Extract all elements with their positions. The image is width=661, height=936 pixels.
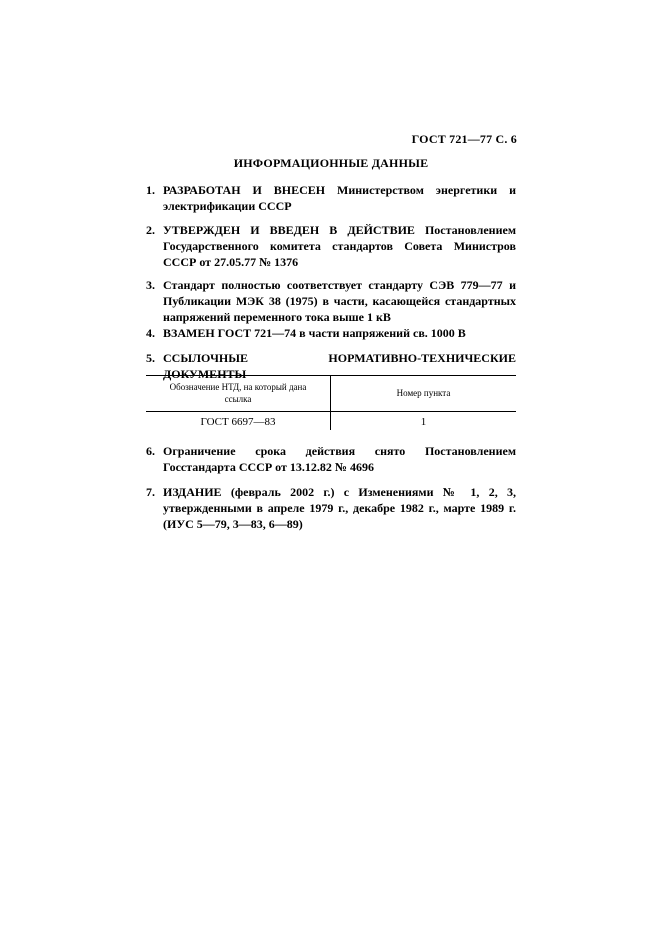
table-header-rule [146, 411, 516, 412]
table-header-document: Обозначение НТД, на который дана ссылка [169, 382, 307, 404]
item-text [146, 443, 516, 475]
item-lead: ИЗДАНИЕ [163, 485, 222, 499]
item-number: 5. [146, 351, 155, 365]
item-number: 3. [146, 278, 155, 292]
info-item-3 [146, 277, 516, 325]
section-title: ИНФОРМАЦИОННЫЕ ДАННЫЕ [233, 156, 429, 170]
item-text [146, 277, 516, 325]
info-item-2 [146, 222, 516, 270]
item-number: 4. [146, 326, 155, 340]
table-cell-document: ГОСТ 6697—83 [200, 416, 276, 428]
item-rest: Ограничение срока действия снято Постановлением Госстандарта СССР от 13.12.82 № 4696 [163, 444, 516, 474]
item-number: 1. [146, 183, 155, 197]
table-top-rule [146, 375, 516, 376]
info-item-1 [146, 182, 516, 214]
item-lead: РАЗРАБОТАН И ВНЕСЕН [163, 183, 326, 197]
item-rest: Стандарт полностью соответствует стандарту СЭВ 779—77 и Публикации МЭК 38 (1975) в части, касающейся стандартных напряжений переменного тока выше 1 кВ [163, 278, 516, 324]
item-text [146, 484, 516, 532]
item-text [146, 325, 516, 341]
item-lead: УТВЕРЖДЕН И ВВЕДЕН В ДЕЙСТВИЕ [163, 223, 415, 237]
reference-documents-table [146, 375, 516, 431]
info-item-4 [146, 325, 516, 341]
item-lead: ВЗАМЕН ГОСТ 721—74 [163, 326, 297, 340]
item-number: 2. [146, 223, 155, 237]
item-text [146, 222, 516, 270]
item-text [146, 182, 516, 214]
item-rest: (февраль 2002 г.) с Изменениями № 1, 2, 3, утвержденными в апреле 1979 г., декабре 1982 г., марте 1989 г. (ИУС 5—79, 3—83, 6—89) [163, 485, 516, 531]
table-header-clause: Номер пункта [396, 388, 451, 398]
item-lead: ССЫЛОЧНЫЕ НОРМАТИВНО-ТЕХНИЧЕСКИЕ ДОКУМЕНТЫ [163, 351, 516, 381]
info-item-6 [146, 443, 516, 475]
document-code: ГОСТ 721—77 С. 6 [411, 132, 517, 146]
item-number: 6. [146, 444, 155, 458]
item-number: 7. [146, 485, 155, 499]
info-item-7 [146, 484, 516, 532]
table-cell-clause: 1 [420, 416, 427, 428]
item-rest: Министерством энергетики и электрификации СССР [163, 183, 516, 213]
item-rest: Постановлением Государственного комитета стандартов Совета Министров СССР от 27.05.77 № 1376 [163, 223, 516, 269]
item-rest: в части напряжений св. 1000 В [296, 326, 466, 340]
